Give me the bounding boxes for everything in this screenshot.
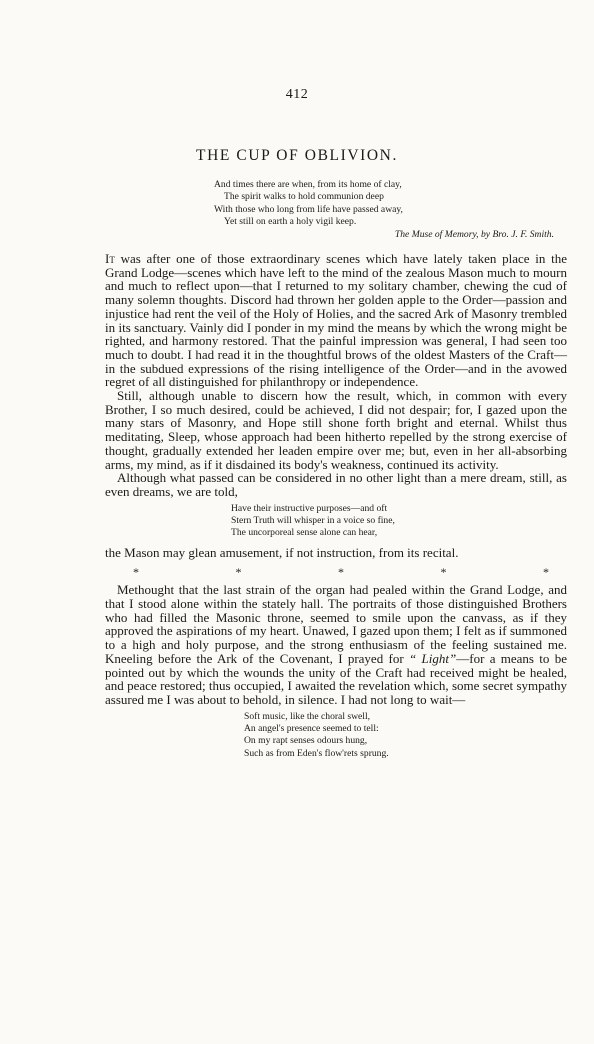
separator-star: *: [235, 564, 242, 579]
body-text: [105, 252, 567, 766]
emphasis-light: “ Light”: [409, 650, 457, 666]
paragraph-text: —for a means to be pointed out by which the wounds the unity of the Craft had received might be healed, and peace restored; thus occupied, I awaited the revelation which, some secret sympathy assured me I was about to behold, in silence. I had not long to wait—: [105, 650, 568, 707]
epigraph-line: The spirit walks to hold communion deep: [224, 191, 384, 203]
verse-line: The uncorporeal sense alone can hear,: [231, 527, 378, 539]
verse-line: Have their instructive purposes—and oft: [231, 502, 388, 514]
verse-quote: [231, 503, 567, 540]
verse-line: Soft music, like the choral swell,: [244, 710, 371, 722]
epigraph-line: With those who long from life have passed away,: [214, 203, 403, 215]
paragraph: [105, 389, 567, 471]
paragraph: Although what passed can be considered in no other light than a mere dream, still, as even dreams, we are told,: [105, 470, 567, 499]
separator-star: *: [440, 564, 447, 579]
verse-line: On my rapt senses odours hung,: [244, 735, 368, 747]
epigraph-line: Yet still on earth a holy vigil keep.: [224, 216, 357, 228]
verse-line: Such as from Eden's flow'rets sprung.: [244, 747, 389, 759]
paragraph-text: Methought that the last strain of the organ had pealed within the Grand Lodge, and that I stood alone within the stately hall. The portraits of those distinguished Brothers who had filled the Masonic throne, seemed to smile upon the canvass, as if they approved the aspirations of my heart. Unawed, I gazed upon them; I felt as if summoned to a high and holy purpose, and the strong enthusiasm of the feeling sustained me. Kneeling before the Ark of the Covenant, I prayed for: [105, 582, 567, 666]
verse-line: Stern Truth will whisper in a voice so fine,: [231, 515, 395, 527]
section-separator: [105, 560, 567, 584]
paragraph-text: Whilst thus meditating, Sleep, whose approach had been hitherto repelled by the strong exercise of thought, gradually extended her leaden empire over me; but, even in her all-absorbing arms, my mind, as if it disdained its body's weakness, continued its activity.: [105, 415, 567, 472]
separator-star: *: [338, 564, 344, 579]
paragraph: the Mason may glean amusement, if not instruction, from its recital.: [105, 544, 459, 560]
chapter-title: THE CUP OF OBLIVION.: [196, 147, 398, 164]
epigraph-attribution: The Muse of Memory, by Bro. J. F. Smith.: [394, 228, 554, 240]
verse-quote: [244, 711, 567, 761]
paragraph: [105, 252, 567, 389]
paragraph-opening: It: [105, 251, 115, 266]
paragraph-text: Still, although unable to discern how the result, which, in common with every Brother, I so much desired, could be achieved, I did not despair; for, I gazed upon the many stars of Masonry, and Hope still shone forth bright and eternal.: [105, 388, 567, 431]
separator-star: *: [543, 564, 549, 579]
epigraph-line: And times there are when, from its home of clay,: [214, 179, 402, 190]
verse-line: An angel's presence seemed to tell:: [244, 723, 379, 735]
paragraph: [105, 583, 567, 706]
paragraph-text: was after one of those extraordinary scenes which have lately taken place in the Grand Lodge—scenes which have left to the mind of the zealous Mason much to mourn and much to reflect upon—that I returned to my solitary chamber, chewing the cud of many solemn thoughts. Discord had thrown her golden apple to the Order—passion and injustice had rent the veil of the Holy of Holies, and the sacred Ark of Masonry trembled in its sanctuary. Vainly did I ponder in my mind the means by which the wrong might be righted, and harmony restored. That the painful impression was general, I had seen too much to doubt. I had read it in the thoughtful brows of the oldest Masters of the Craft—in the subdued expressions of the rising intelligence of the Order—and in the avowed regret of all distinguished for philanthropy or independence.: [105, 251, 567, 390]
epigraph: [214, 179, 564, 241]
page-number: 412: [285, 87, 309, 102]
separator-star: *: [133, 564, 139, 579]
